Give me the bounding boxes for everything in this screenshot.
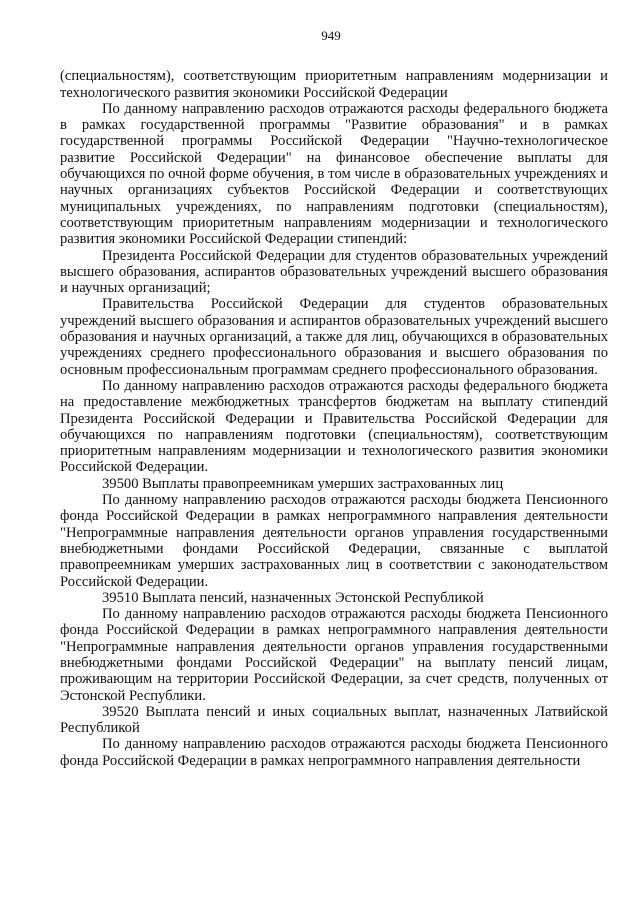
paragraph: По данному направлению расходов отражаются расходы федерального бюджета в рамках государственной программы "Развитие образования" и в рамках государственной программы Российской Федерации "Научно-технологическое развитие Российской Федерации" на финансовое обеспечение выплаты для обучающихся по очной форме обучения, в том числе в образовательных учреждениях и научных организациях субъектов Российской Федерации и соответствующих муниципальных учреждениях, по направлениям подготовки (специальностям), соответствующим приоритетным направлениям модернизации и технологического развития экономики Российской Федерации стипендий: (60, 100, 608, 248)
page-number: 949 (321, 28, 341, 43)
section-heading-39510: 39510 Выплата пенсий, назначенных Эстонской Республикой (102, 589, 484, 606)
paragraph: По данному направлению расходов отражаются расходы бюджета Пенсионного фонда Российской Федерации в рамках непрограммного направления деятельности "Непрограммные направления деятельности органов управления государственными внебюджетными фондами Российской Федерации, связанные с выплатой правопреемникам умерших застрахованных лиц в соответствии с законодательством Российской Федерации. (60, 492, 608, 590)
section-heading-39500: 39500 Выплаты правопреемникам умерших застрахованных лиц (102, 475, 504, 492)
paragraph: По данному направлению расходов отражаются расходы бюджета Пенсионного фонда Российской Федерации в рамках непрограммного направления деятельности (60, 736, 608, 769)
paragraph: По данному направлению расходов отражаются расходы федерального бюджета на предоставление межбюджетных трансфертов бюджетам на выплату стипендий Президента Российской Федерации и Правительства Российской Федерации для обучающихся по направлениям подготовки (специальностям), соответствующим приоритетным направлениям модернизации и технологического развития экономики Российской Федерации. (60, 377, 608, 476)
section-heading-39520: 39520 Выплата пенсий и иных социальных выплат, назначенных Латвийской Республикой (60, 703, 608, 737)
paragraph-continuation: (специальностям), соответствующим приоритетным направлениям модернизации и технологического развития экономики Российской Федерации (60, 68, 608, 101)
paragraph: Президента Российской Федерации для студентов образовательных учреждений высшего образования, аспирантов образовательных учреждений высшего образования и научных организаций; (60, 247, 608, 297)
document-page (60, 28, 608, 769)
paragraph: Правительства Российской Федерации для студентов образовательных учреждений высшего образования и аспирантов образовательных учреждений высшего образования и научных организаций, а также для лиц, обучающихся в образовательных учреждениях среднего профессионального образования и высшего образования по основным профессиональным программам среднего профессионального образования. (60, 296, 608, 378)
paragraph: По данному направлению расходов отражаются расходы бюджета Пенсионного фонда Российской Федерации в рамках непрограммного направления деятельности "Непрограммные направления деятельности органов управления государственными внебюджетными фондами Российской Федерации" на выплату пенсий лицам, проживающим на территории Российской Федерации, за счет средств, полученных от Эстонской Республики. (60, 606, 608, 704)
